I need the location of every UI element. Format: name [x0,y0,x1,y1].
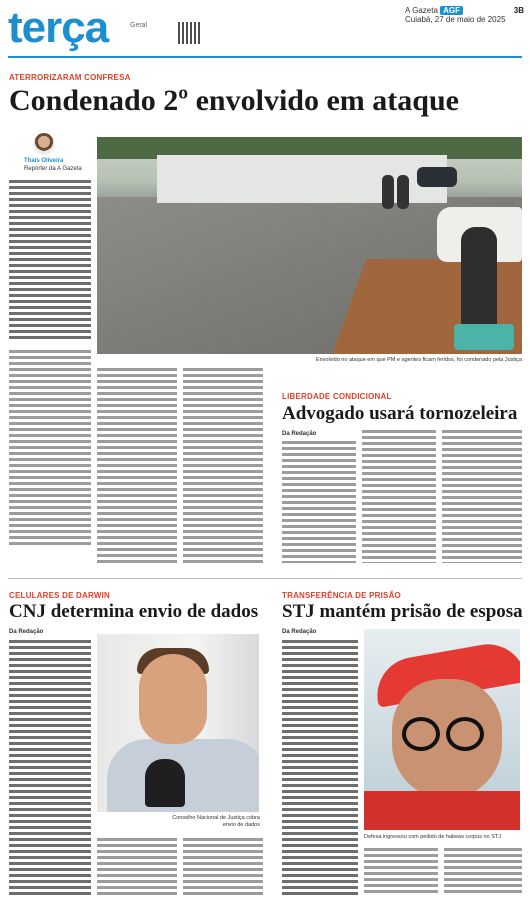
story4-byline: Da Redação [282,629,317,635]
lead-body-column-1b [9,350,91,545]
story2-kicker: LIBERDADE CONDICIONAL [282,392,392,401]
qr-code-icon [178,22,200,44]
lead-photo-caption: Envolvido no ataque em que PM e agentes ficam feridos, foi condenado pela Justiça [315,357,522,363]
story4-body-column-3 [444,848,522,895]
masthead-info [405,6,506,24]
story4-body-column-1 [282,640,358,895]
lead-photo [97,137,522,354]
story4-headline: STJ mantém prisão de esposa [282,601,523,622]
lead-kicker: ATERRORIZARAM CONFRESA [9,73,131,82]
story3-photo-caption: Conselho Nacional de Justiça cobra envio de dados [172,815,260,828]
story4-photo-caption: Defesa ingressou com pedido de habeas corpus no STJ [364,834,501,840]
section-divider [8,578,522,579]
story4-body-column-2 [364,848,438,895]
story3-byline: Da Redação [9,629,44,635]
lead-body-column-2 [97,368,177,563]
story3-headline: CNJ determina envio de dados [9,601,259,622]
lead-headline: Condenado 2º envolvido em ataque [9,84,459,117]
story4-photo [364,629,520,830]
lead-author-role: Repórter da A Gazeta [24,166,82,172]
story4-kicker: TRANSFERÊNCIA DE PRISÃO [282,591,401,600]
section-label: Geral [130,22,148,29]
brand-badge: AGF [440,6,463,15]
header-rule [8,56,522,58]
lead-body-column-3 [183,368,263,563]
story2-headline: Advogado usará tornozeleira [282,403,518,424]
section-day-title: terça [8,3,109,52]
lead-body-column-1a [9,180,91,340]
story2-body-column-2 [362,430,436,563]
story3-kicker: CELULARES DE DARWIN [9,591,110,600]
edition-date: Cuiabá, 27 de maio de 2025 [405,15,506,24]
story3-body-column-1 [9,640,91,895]
lead-author-name: Thaís Oliveira [24,158,64,164]
story3-body-column-2 [97,838,177,895]
story3-body-column-3 [183,838,263,895]
page-number: 3B [513,6,524,15]
site-name: A Gazeta [405,6,438,15]
story3-photo [97,634,259,812]
story2-body-column-3 [442,430,522,563]
story2-body-column-1 [282,441,356,563]
story2-byline: Da Redação [282,431,317,437]
author-avatar [33,133,55,155]
